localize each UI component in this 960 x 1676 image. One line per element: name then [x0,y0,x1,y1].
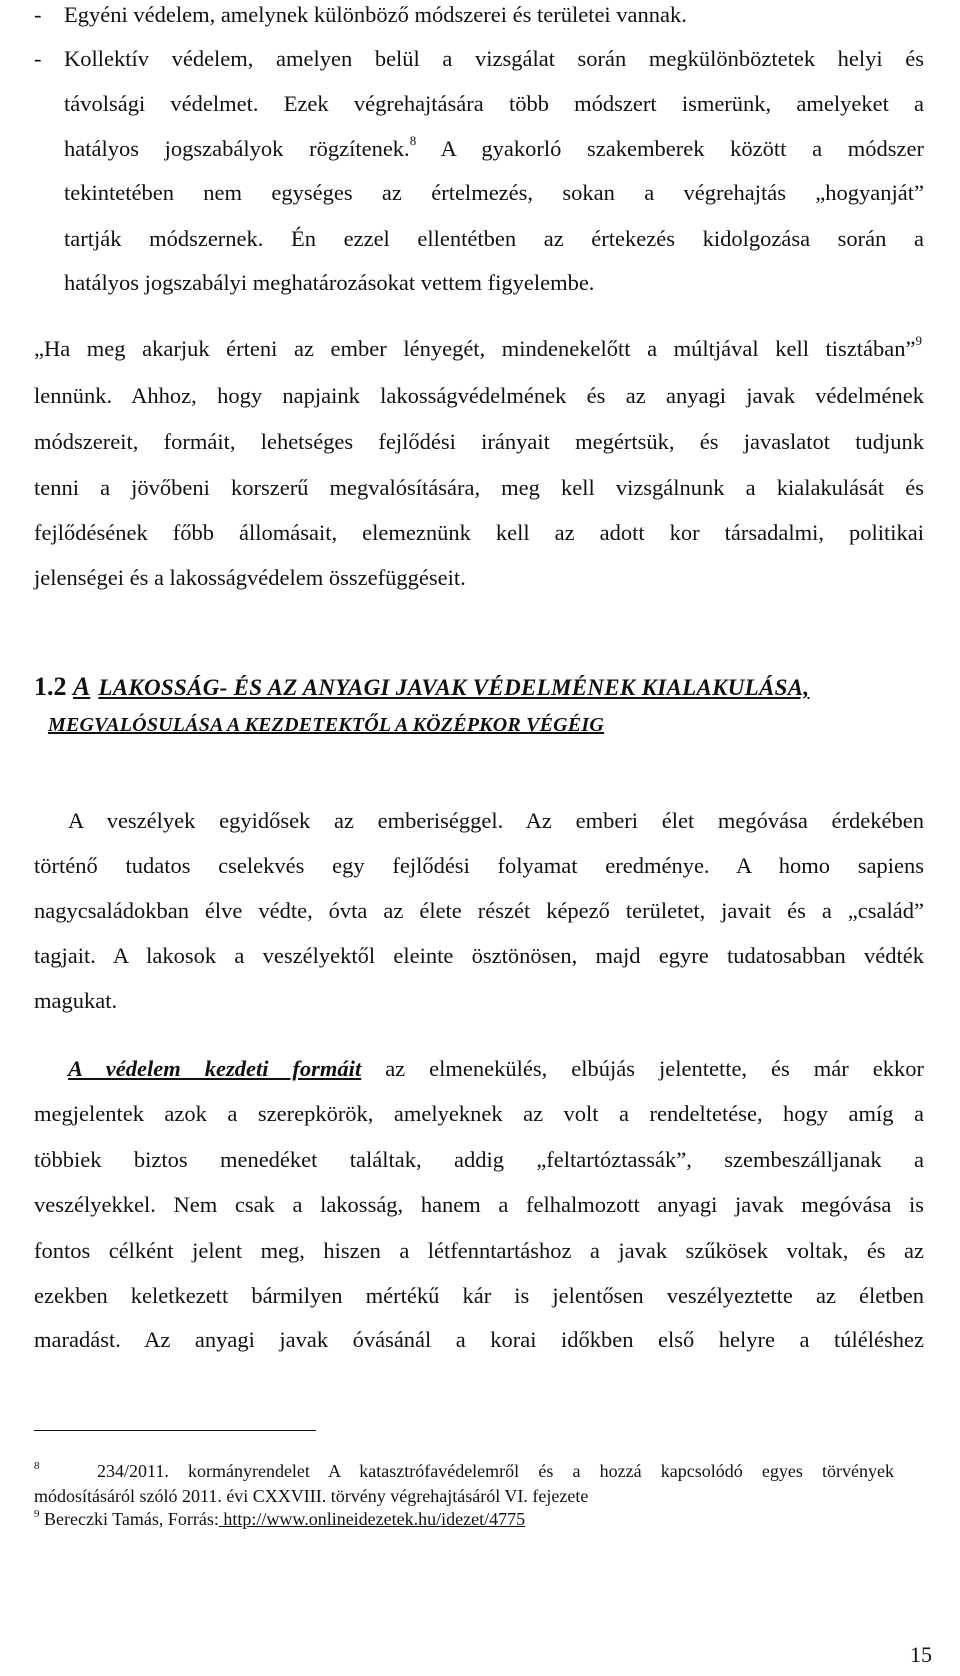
paragraph-line: jelenségei és a lakosságvédelem összefüggéseit. [34,565,466,590]
section-heading [34,672,934,702]
quote-text: „Ha meg akarjuk érteni az ember lényegét, mindenekelőtt a múltjával kell tisztában” [34,336,916,361]
section-heading-line2 [48,714,948,737]
paragraph-line [68,1054,924,1084]
footnote-text: 234/2011. kormányrendelet A katasztrófavédelemről és a hozzá kapcsolódó egyes törvények [96,1461,895,1481]
paragraph-line [64,134,924,164]
source-link[interactable]: http://www.onlineidezetek.hu/idezet/4775 [218,1509,526,1529]
footnote-9 [34,1508,894,1530]
bullet-text: Kollektív védelem, amelyen belül a vizsgálat során megkülönböztetek helyi és [64,46,924,71]
paragraph-line: tartják módszernek. Én ezzel ellentétben az értekezés kidolgozása során a [64,226,924,251]
emphasis-text: A védelem kezdeti formáit [68,1056,362,1081]
text-run: az elmenekülés, elbújás jelentette, és már ekkor [361,1056,924,1081]
text-run: A gyakorló szakemberek között a módszer [416,136,924,161]
paragraph-line: megjelentek azok a szerepkörök, amelyeknek az volt a rendeltetése, hogy amíg a [34,1101,924,1126]
footnote-number: 8 [34,1460,40,1472]
heading-title-cont: MEGVALÓSULÁSA A KEZDETEKTŐL A KÖZÉPKOR VÉGÉIG [48,714,604,736]
paragraph-line: tagjait. A lakosok a veszélyektől eleinte ösztönösen, majd egyre tudatosabban védték [34,943,924,968]
paragraph-line: fontos célként jelent meg, hiszen a létfenntartáshoz a javak szűkösek voltak, és az [34,1238,924,1263]
bullet-text: Egyéni védelem, amelynek különböző módszerei és területei vannak. [64,2,687,27]
paragraph-line: hatályos jogszabályi meghatározásokat vettem figyelembe. [64,270,595,295]
heading-number: 1.2 [34,672,73,701]
paragraph-line: A veszélyek egyidősek az emberiséggel. Az emberi élet megóvása érdekében [68,808,924,833]
paragraph-line: nagycsaládokban élve védte, óvta az élete részét képező területet, javait és a „család” [34,898,924,923]
heading-title: LAKOSSÁG- ÉS AZ ANYAGI JAVAK VÉDELMÉNEK KIALAKULÁSA, [98,675,810,700]
footnote-ref-8[interactable]: 8 [409,133,417,148]
bullet-item: - Egyéni védelem, amelynek különböző módszerei és területei vannak. [34,2,687,27]
paragraph-line: többiek biztos menedéket találtak, addig „feltartóztassák”, szembeszálljanak a [34,1147,924,1172]
paragraph-line: távolsági védelmet. Ezek végrehajtására több módszert ismerünk, amelyeket a [64,91,924,116]
paragraph-line: lennünk. Ahhoz, hogy napjaink lakosságvédelmének és az anyagi javak védelmének [34,383,924,408]
heading-first-word: A [73,672,91,701]
paragraph-line: veszélyekkel. Nem csak a lakosság, hanem a felhalmozott anyagi javak megóvása is [34,1192,924,1217]
paragraph-line [34,334,922,364]
footnote-separator [34,1430,316,1431]
paragraph-line: fejlődésének főbb állomásait, elemeznünk kell az adott kor társadalmi, politikai [34,520,924,545]
bullet-item: - Kollektív védelem, amelyen belül a vizsgálat során megkülönböztetek helyi és [34,46,924,71]
paragraph-line: tekintetében nem egységes az értelmezés, sokan a végrehajtás „hogyanját” [64,180,924,205]
footnote-text: Bereczki Tamás, Forrás: [39,1509,219,1529]
paragraph-line: ezekben keletkezett bármilyen mértékű kár is jelentősen veszélyeztette az életben [34,1283,924,1308]
page-number: 15 [910,1642,932,1667]
paragraph-line: magukat. [34,988,118,1013]
footnote-number: 9 [34,1508,40,1520]
paragraph-line: maradást. Az anyagi javak óvásánál a korai időkben első helyre a túléléshez [34,1327,924,1352]
paragraph-line: módszereit, formáit, lehetséges fejlődési irányait megértsük, és javaslatot tudjunk [34,429,924,454]
paragraph-line: tenni a jövőbeni korszerű megvalósítására, meg kell vizsgálnunk a kialakulását és [34,475,924,500]
text-run: hatályos jogszabályok rögzítenek. [64,136,410,161]
footnote-ref-9[interactable]: 9 [915,333,922,348]
paragraph-line: történő tudatos cselekvés egy fejlődési folyamat eredménye. A homo sapiens [34,853,924,878]
footnote-8 [34,1460,894,1482]
footnote-8-cont: módosításáról szóló 2011. évi CXXVIII. törvény végrehajtásáról VI. fejezete [34,1486,589,1506]
